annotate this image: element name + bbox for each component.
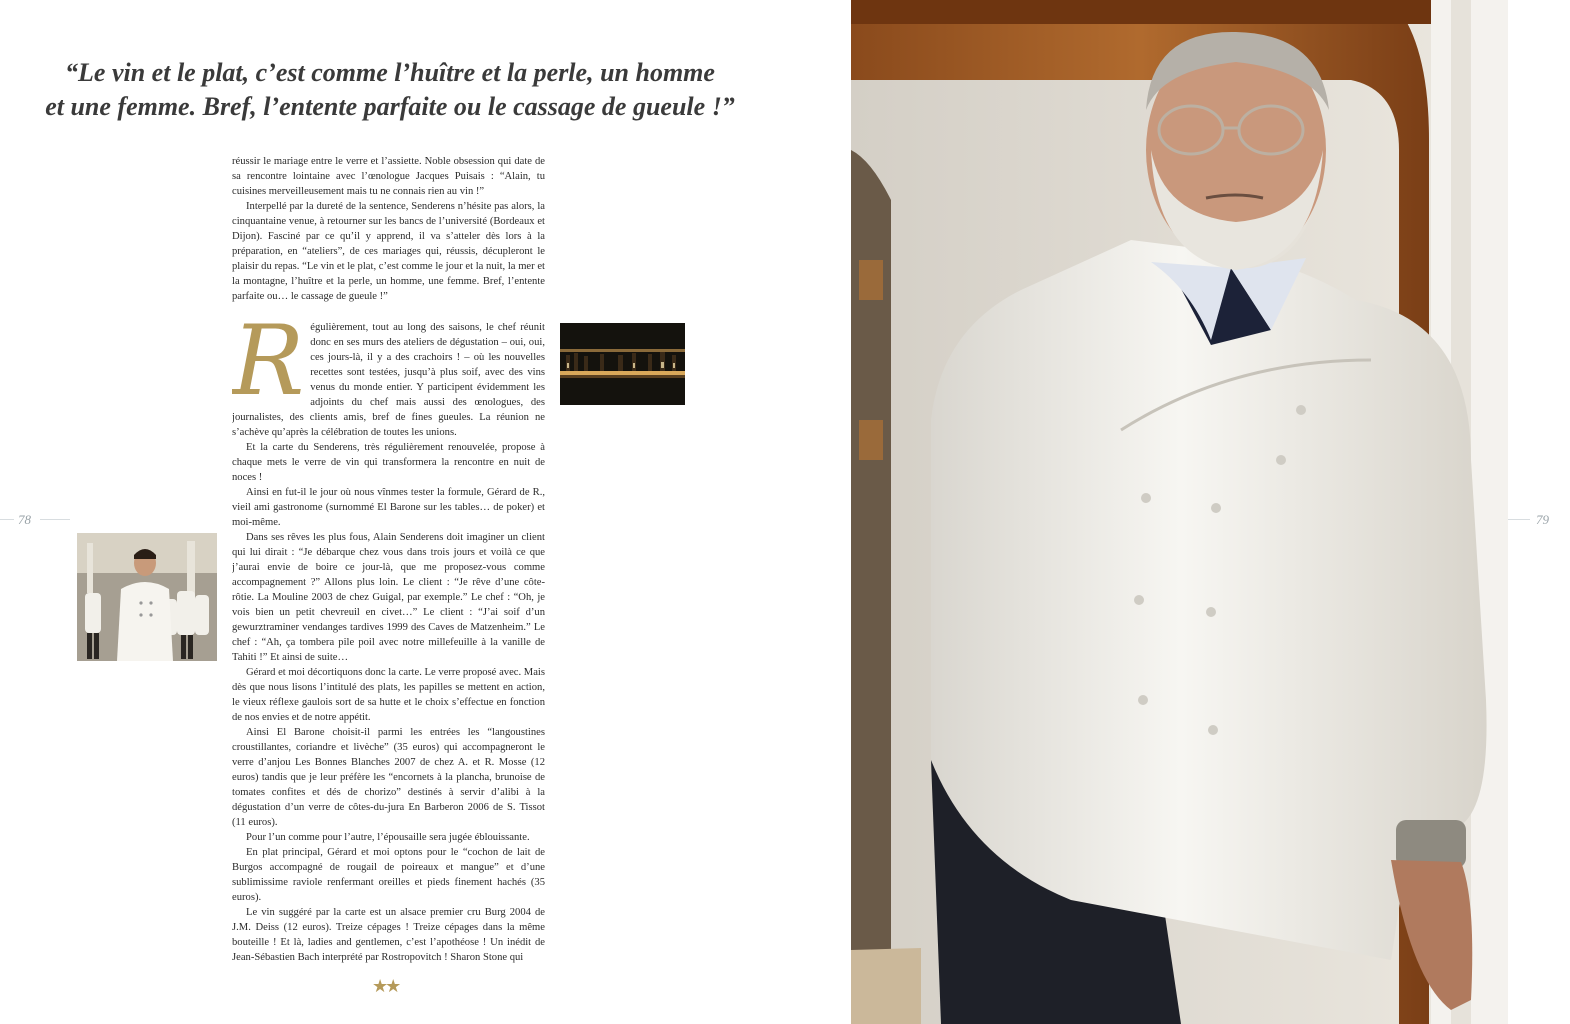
article-paragraph: Ainsi El Barone choisit-il parmi les entrées les “langoustines croustillantes, coriandre et livèche” (35 euros) qui accompagneront le verre d’anjou Les Bonnes Blanches 2007 de chez A. et R. Mosse (12 euros) tandis que je leur préfère les “encornets à la plancha, brunoise de tomates confites et dés de chorizo” destinés à servir d’alibi à la dégustation d’un verre de côtes-du-jura En Barberon 2006 de S. Tissot (11 euros). [232,727,545,828]
pull-quote [40,56,740,124]
chef-portrait-illustration [851,0,1508,1024]
article-paragraph: Ainsi en fut-il le jour où nous vînmes tester la formule, Gérard de R., vieil ami gastronome (surnommé El Barone sur les tables… de poker) et moi-même. [232,487,545,528]
wine-bottles-illustration [560,323,685,405]
pull-quote-line-1: “Le vin et le plat, c’est comme l’huître et la perle, un homme [65,58,715,87]
wine-shelf-photo [560,323,685,405]
page-number-right: 79 [1536,512,1549,527]
article-column-2 [232,320,545,970]
article-paragraph: En plat principal, Gérard et moi optons pour le “cochon de lait de Burgos accompagné de rougail de poireaux et mangue” et d’une sublimissime raviole renfermant oreilles et pieds finement hachés (35 euros). [232,847,545,903]
article-paragraph: Le vin suggéré par la carte est un alsace premier cru Burg 2004 de J.M. Deiss (12 euros). Treize cépages ! Treize cépages dans la même bouteille ! Et là, ladies and gentlemen, c’est l’apothéose ! Un inédit de Jean-Sébastien Bach interprété par Rostropovitch ! Sharon Stone qui [232,907,545,963]
article-paragraph: Interpellé par la dureté de la sentence, Senderens n’hésite pas alors, la cinquantaine venue, à retourner sur les bancs de l’université (Bordeaux et Dijon). Fasciné par ce qu’il y apprend, il va s’atteler dès lors à la préparation, en “ateliers”, de ces mariages qui, réussis, décupleront le plaisir du repas. “Le vin et le plat, c’est comme le jour et la nuit, la mer et la montagne, l’huître et la perle, un homme, une femme. Bref, l’entente parfaite ou… le cassage de gueule !” [232,201,545,302]
margin-rule-left [0,519,14,520]
margin-rule-right [1508,519,1530,520]
page-number-left: 78 [18,512,31,527]
article-paragraph: Dans ses rêves les plus fous, Alain Senderens doit imaginer un client qui lui dirait : “Je débarque chez vous dans trois jours et voilà ce que j’aurai envie de boire ce jour-là, que me proposez-vous comme accompagnement ?” Allons plus loin. Le client : “Je rêve d’une côte-rôtie. La Mouline 2003 de chez Guigal, par exemple.” Le chef : “Oh, je vois bien un petit chevreuil en civet…” Le client : “J’ai soif d’un gewurztraminer vendanges tardives 1999 des Caves de Matzenheim.” Le chef : “Ah, ça tombera pile poil avec notre millefeuille à la vanille de Tahiti !” Et ainsi de suite… [232,532,545,663]
chefs-illustration [77,533,217,661]
article-paragraph: Pour l’un comme pour l’autre, l’épousaille sera jugée éblouissante. [246,832,530,843]
article-paragraph: Et la carte du Senderens, très régulièrement renouvelée, propose à chaque mets le verre de vin qui transformera la rencontre en nuit de noces ! [232,442,545,483]
margin-rule-left-2 [40,519,70,520]
right-page-margin [1508,0,1570,1024]
pull-quote-line-2: et une femme. Bref, l’entente parfaite ou le cassage de gueule !” [45,92,735,121]
article-column-1 [232,154,545,304]
star-ornament: ★★ [372,976,399,996]
chef-portrait-photo [851,0,1508,1024]
drop-cap: R [232,320,305,417]
article-paragraph: égulièrement, tout au long des saisons, le chef réunit donc en ses murs des ateliers de dégustation – oui, oui, ces jours-là, il y a des crachoirs ! – où les nouvelles recettes sont testées, jusqu’à plus soif, avec des vins venus du monde entier. Y participent évidemment les adjoints du chef mais aussi des œnologues, des journalistes, des clients amis, bref de fines gueules. La réunion ne s’achève qu’après la célébration de toutes les unions. [232,322,545,438]
article-paragraph: Gérard et moi décortiquons donc la carte. Le verre proposé avec. Mais dès que nous lisons l’intitulé des plats, les papilles se mettent en action, le vieux réflexe gaulois sort de sa hutte et le choix s’effectue en fonction de nos envies et de notre appétit. [232,667,545,723]
article-paragraph: réussir le mariage entre le verre et l’assiette. Noble obsession qui date de sa rencontre lointaine avec l’œnologue Jacques Puisais : “Alain, tu cuisines merveilleusement mais tu ne connais rien au vin !” [232,156,545,197]
kitchen-brigade-photo [77,533,217,661]
